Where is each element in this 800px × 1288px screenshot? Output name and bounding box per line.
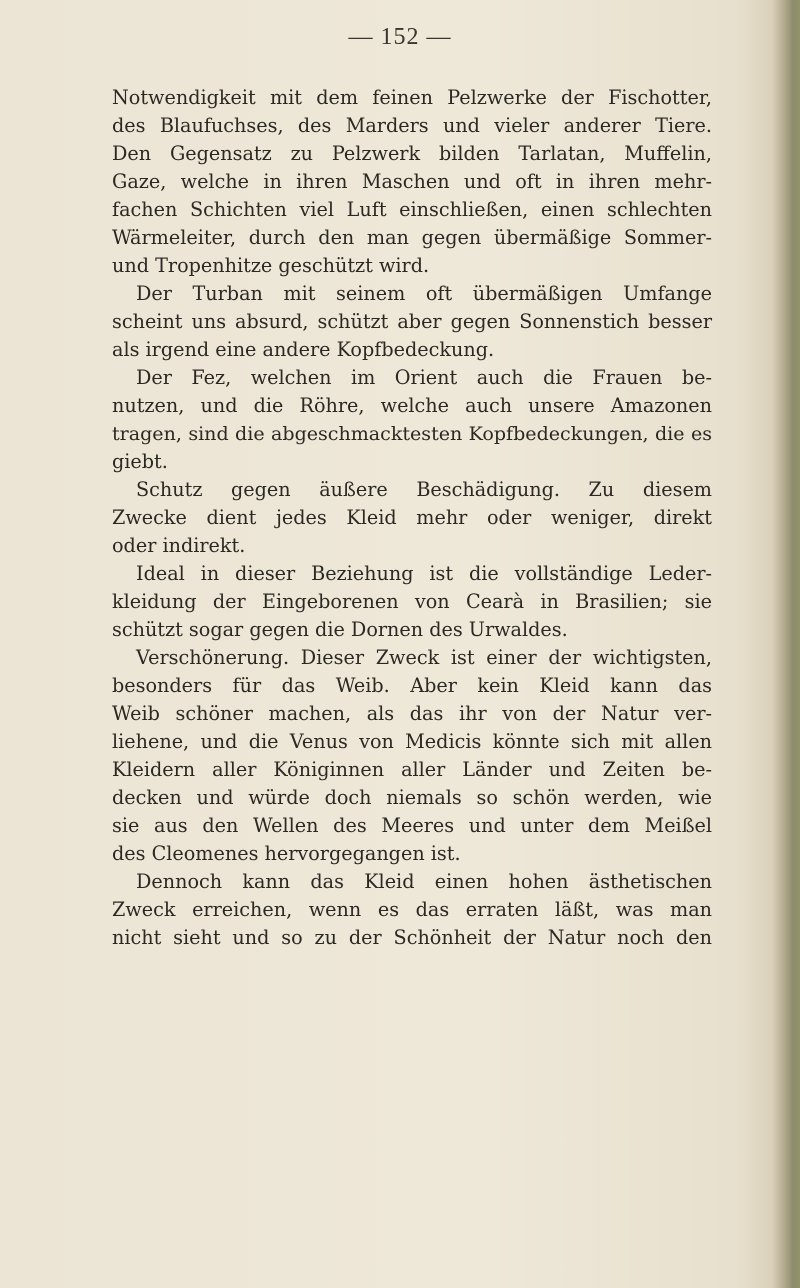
text-line: Zwecke dient jedes Kleid mehr oder weniger, direkt <box>112 506 712 529</box>
text-line: Den Gegensatz zu Pelzwerk bilden Tarlatan, Muffelin, <box>112 142 712 165</box>
text-line: liehene, und die Venus von Medicis könnte sich mit allen <box>112 730 712 753</box>
text-line: Notwendigkeit mit dem feinen Pelzwerke der Fischotter, <box>112 86 712 109</box>
page-edge-shadow <box>772 0 800 1288</box>
text-line: fachen Schichten viel Luft einschließen, einen schlechten <box>112 198 712 221</box>
text-line: Weib schöner machen, als das ihr von der Natur ver- <box>112 702 712 725</box>
text-line: besonders für das Weib. Aber kein Kleid kann das <box>112 674 712 697</box>
text-line: Dennoch kann das Kleid einen hohen ästhetischen <box>136 870 712 893</box>
text-line: Zweck erreichen, wenn es das erraten läßt, was man <box>112 898 712 921</box>
text-line: Wärmeleiter, durch den man gegen übermäßige Sommer- <box>112 226 712 249</box>
text-line: sie aus den Wellen des Meeres und unter dem Meißel <box>112 814 712 837</box>
text-line: als irgend eine andere Kopfbedeckung. <box>112 338 495 361</box>
body-text <box>112 84 712 952</box>
text-line: tragen, sind die abgeschmacktesten Kopfbedeckungen, die es <box>112 423 712 445</box>
text-line: giebt. <box>112 450 168 473</box>
text-line: kleidung der Eingeborenen von Cearà in Brasilien; sie <box>112 590 712 613</box>
text-line: decken und würde doch niemals so schön werden, wie <box>112 786 712 809</box>
text-line: Der Turban mit seinem oft übermäßigen Umfange <box>136 282 712 305</box>
text-line: Gaze, welche in ihren Maschen und oft in ihren mehr- <box>112 170 712 193</box>
text-line: Verschönerung. Dieser Zweck ist einer der wichtigsten, <box>136 646 712 669</box>
text-line: Schutz gegen äußere Beschädigung. Zu diesem <box>136 478 712 501</box>
text-line: Kleidern aller Königinnen aller Länder und Zeiten be- <box>112 758 712 781</box>
text-line: des Cleomenes hervorgegangen ist. <box>112 842 461 865</box>
text-line: des Blaufuchses, des Marders und vieler anderer Tiere. <box>112 114 712 137</box>
text-line: Der Fez, welchen im Orient auch die Frauen be- <box>136 366 712 389</box>
text-line: scheint uns absurd, schützt aber gegen Sonnenstich besser <box>112 310 712 333</box>
text-line: nutzen, und die Röhre, welche auch unsere Amazonen <box>112 394 712 417</box>
text-line: Ideal in dieser Beziehung ist die vollständige Leder- <box>136 562 712 585</box>
page-number: — 152 — <box>348 24 452 50</box>
text-line: nicht sieht und so zu der Schönheit der Natur noch den <box>112 926 712 949</box>
text-line: oder indirekt. <box>112 534 246 557</box>
text-line: schützt sogar gegen die Dornen des Urwaldes. <box>112 618 568 641</box>
text-line: und Tropenhitze geschützt wird. <box>112 254 430 277</box>
